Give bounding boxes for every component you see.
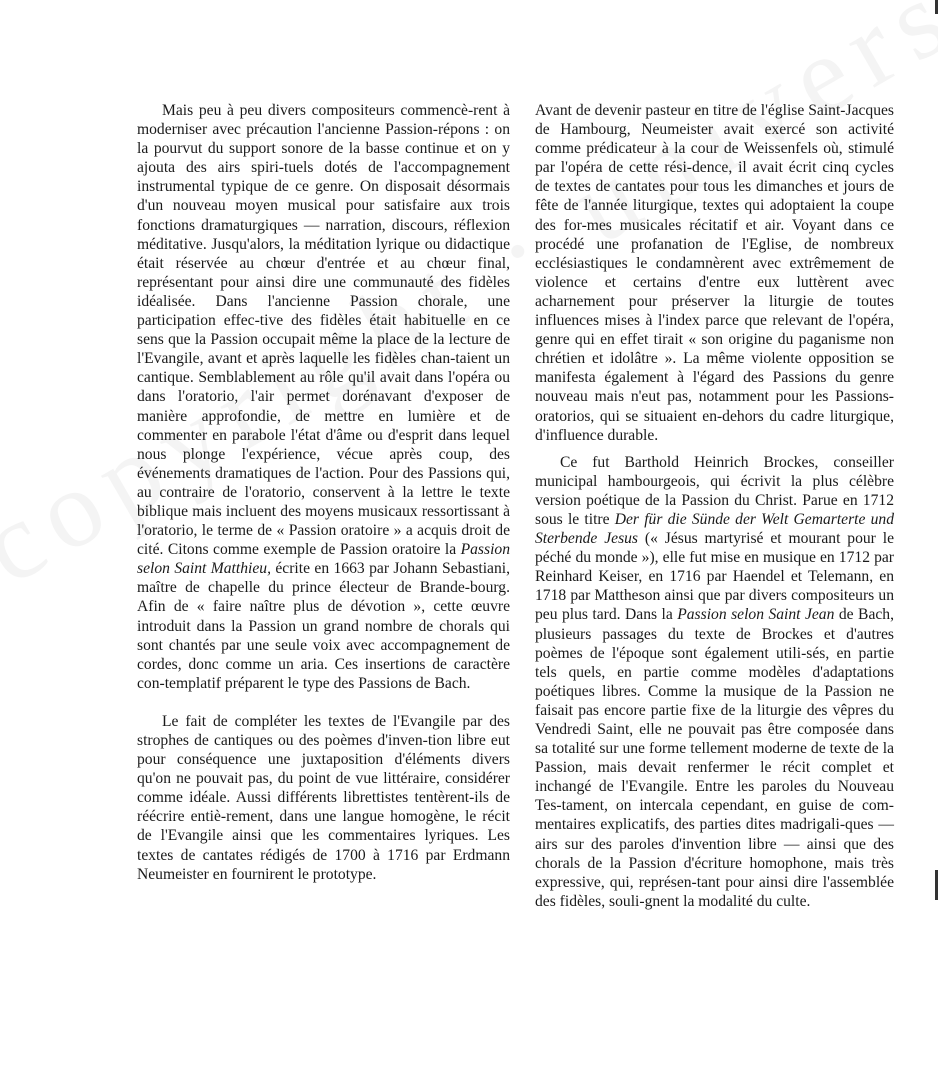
- paragraph: Le fait de compléter les textes de l'Evangile par des strophes de cantiques ou des poèmes d'inven-tion libre eut pour conséquence une juxtaposition d'éléments divers qu'on ne pouvait pas, du point de vue littéraire, considérer comme idéale. Aussi différents librettistes tentèrent-ils de réécrire entiè-rement, dans une langue homogène, le récit de l'Evangile ainsi que les commentaires lyriques. Les textes de cantates rédigés de 1700 à 1716 par Erdmann Neumeister en fournirent le prototype.: [137, 712, 510, 883]
- paragraph: Mais peu à peu divers compositeurs commencè-rent à moderniser avec précaution l'ancienne Passion-répons : on la pourvut du support sonore de la basse continue et on y ajouta des airs spiri-tuels dotés de l'accompagnement instrumental typique de ce genre. On disposait désormais d'un nouveau moyen musical pour satisfaire aux trois fonctions dramaturgiques — narration, discours, réflexion méditative. Jusqu'alors, la méditation lyrique ou didactique était réservée au chœur d'entrée et au chœur final, représentant pour ainsi dire une communauté des fidèles idéalisée. Dans l'ancienne Passion chorale, une participation effec-tive des fidèles était habituelle en ce sens que la Passion occupait même la place de la lecture de l'Evangile, avant et après laquelle les fidèles chan-taient un cantique. Semblablement au rôle qu'il avait dans l'opéra ou dans l'oratorio, l'air permet dorénavant d'exposer de manière approfondie, de mettre en lumière et de commenter en parabole l'état d'âme ou d'esprit dans lequel nous plonge l'expérience, vécue après coup, des événements dramatiques de l'action. Pour des Passions qui, au contraire de l'oratorio, conservent à la lettre le texte biblique mais incluent des moyens musicaux ressortissant à l'oratorio, le terme de « Passion oratoire » a acquis droit de cité. Citons comme exemple de Passion oratoire la Passion selon Saint Matthieu, écrite en 1663 par Johann Sebastiani, maître de chapelle du prince électeur de Brande-bourg. Afin de « faire naître plus de dévotion », cette œuvre introduit dans la Passion un grand nombre de chorals qui sont chantés par une seule voix avec accompagnement de cordes, donc comme un aria. Ces insertions de caractère con-templatif préparent le type des Passions de Bach.: [137, 102, 510, 692]
- right-text-column: [535, 101, 894, 911]
- paragraph: Avant de devenir pasteur en titre de l'église Saint-Jacques de Hambourg, Neumeister avait exercé son activité comme prédicateur à la cour de Weissenfels où, stimulé par l'opéra de cette rési-dence, il avait écrit cinq cycles de textes de cantates pour tous les dimanches et jours de fête de l'année liturgique, textes qui adoptaient la coupe des for-mes musicales récitatif et air. Voyant dans ce procédé une profanation de l'Eglise, de nombreux ecclésiastiques le condamnèrent avec extrêmement de violence et certains d'entre eux luttèrent avec acharnement pour préserver la liturgie de toutes influences mises à l'index parce que relevant de l'opéra, genre qui en effet tirait « son origine du paganisme non chrétien et idolâtre ». La même violente opposition se manifesta également à l'égard des Passions du genre nouveau mais n'eut pas, notamment pour les Passions-oratorios, qui se situaient en-dehors du cadre liturgique, d'influence durable.: [535, 102, 894, 444]
- work-title: Der für die Sünde der Welt Gemarterte und Sterbende Jesus: [535, 510, 895, 548]
- left-text-column: [137, 101, 510, 884]
- work-title: Passion selon Saint Jean: [677, 606, 835, 624]
- paragraph: Ce fut Barthold Heinrich Brockes, conseiller municipal hambourgeois, qui écrivit la plus célèbre version poétique de la Passion du Christ. Parue en 1712 sous le titre Der für die Sünde der Welt Gemarterte und Sterbende Jesus (« Jésus martyrisé et mourant pour le péché du monde »), elle fut mise en musique en 1712 par Reinhard Keiser, en 1716 par Haendel et Telemann, en 1718 par Mattheson ainsi que par divers compositeurs un peu plus tard. Dans la Passion selon Saint Jean de Bach, plusieurs passages du texte de Brockes et d'autres poèmes de l'époque sont également utili-sés, en partie tels quels, en partie comme modèles d'adaptations poétiques libres. Comme la musique de la Passion ne faisait pas encore partie fixe de la liturgie des vêpres du Vendredi Saint, elle ne pouvait pas être composée dans sa totalité sur une forme tellement moderne de texte de la Passion, mais devait renfermer le récit complet et inchangé de l'Evangile. Entre les paroles du Nouveau Tes-tament, on intercala cependant, en guise de com-mentaires explicatifs, des parties dites madrigali-ques — airs sur des paroles d'invention libre — ainsi que des chorals de la Passion d'écriture homophone, mais très expressive, qui, représen-tant pour ainsi dire l'assemblée des fidèles, souli-gnent la modalité du culte.: [535, 453, 895, 910]
- work-title: Passion selon Saint Matthieu,: [137, 541, 510, 578]
